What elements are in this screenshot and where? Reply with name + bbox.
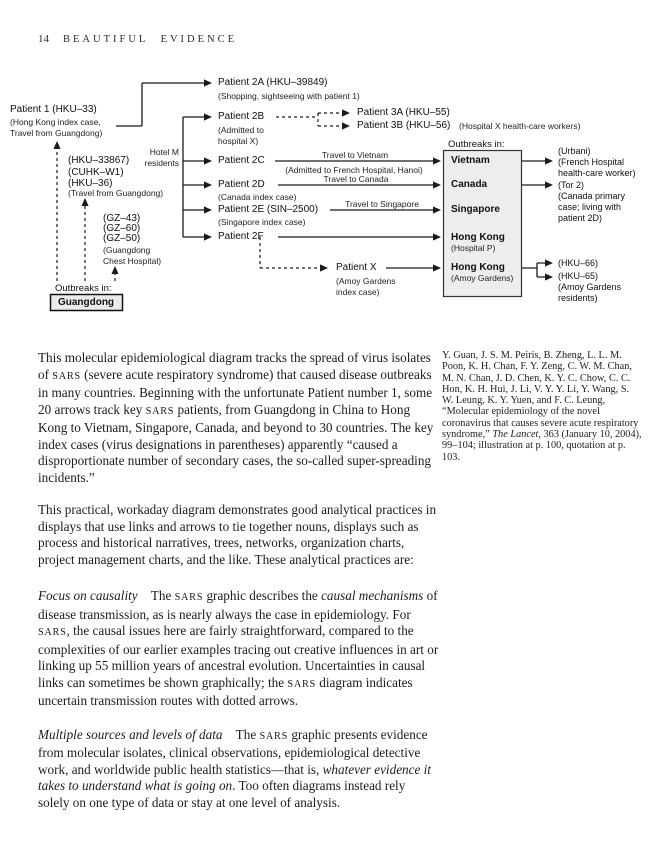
guangdong-outbreaks-header: Outbreaks in:: [55, 283, 112, 294]
isolate-gz-note1: (Guangdong: [103, 245, 151, 255]
patient1-label: Patient 1 (HKU–33): [10, 104, 97, 115]
isolate-gz-note2: Chest Hospital): [103, 256, 162, 266]
page-number: 14: [38, 33, 49, 45]
urbani-line2: (French Hospital: [558, 157, 625, 167]
outbreak-singapore: Singapore: [451, 204, 500, 215]
sars-transmission-diagram: [0, 0, 650, 330]
isolate-gz60: (GZ–60): [103, 223, 141, 234]
travel-to-singapore-label: Travel to Singapore: [345, 199, 419, 209]
margin-citation: Y. Guan, J. S. M. Peiris, B. Zheng, L. L. M. Poon, K. H. Chan, F. Y. Zeng, C. W. M. Chan, M. N. Chan, J. D. Chen, K. Y. C. Chow, C. C. Hon, K. H. Hui, J. Li, V. Y. Y. Li, Y. Wang, S. W. Leung, K. Y. Yuen, and F. C. Leung, “Molecular epidemiology of the novel coronavirus that causes severe acute respiratory syndrome,” The Lancet, 363 (January 10, 2004), 99–104; illustration at p. 100, quotation at p. 103.: [442, 350, 642, 463]
isolate-cuhkw1: (CUHK–W1): [68, 167, 124, 178]
tor2-line3: case; living with: [558, 202, 622, 212]
patientx-sub2: index case): [336, 287, 380, 297]
patient2b-sub2: hospital X): [218, 136, 259, 146]
patient3b-label: Patient 3B (HKU–56): [357, 120, 451, 131]
patient2e-sub: (Singapore index case): [218, 217, 306, 227]
patient1-sub2: Travel from Guangdong): [10, 128, 103, 138]
patient2c-sub: (Admitted to French Hospital, Hanoi): [285, 165, 423, 175]
outbreak-hongkong-amoy: Hong Kong: [451, 262, 505, 273]
paragraph-practices: This practical, workaday diagram demonstrates good analytical practices in displays that use links and arrows to tie together nouns, displays such as process and historical narratives, trees, networks, organization charts, project management charts, and the like. These analytical practices are:: [38, 502, 437, 567]
amoy-residents-line2: residents): [558, 293, 598, 303]
amoy-hku65: (HKU–65): [558, 271, 599, 281]
hotel-m-label-line2: residents: [144, 158, 179, 168]
urbani-line1: (Urbani): [558, 146, 591, 156]
patient2e-label: Patient 2E (SIN–2500): [218, 204, 319, 215]
amoy-residents-line1: (Amoy Gardens: [558, 282, 622, 292]
urbani-line3: health-care worker): [558, 168, 636, 178]
outbreak-hongkong-hospital-sub: (Hospital P): [451, 243, 496, 253]
paragraph-intro: This molecular epidemiological diagram tracks the spread of virus isolates of SARS (severe acute respiratory syndrome) that caused disease outbreaks in many countries. Beginning with the unfortunate Patient number 1, some 20 arrows track key SARS patients, from Guangdong in China to Hong Kong to Vietnam, Singapore, Canada, and beyond to 30 countries. The key index cases (virus designations in parentheses) apparently “caused a disproportionate number of secondary cases, the so-called super-spreading incidents.”: [38, 350, 434, 485]
patient2c-label: Patient 2C: [218, 155, 265, 166]
patient2a-label: Patient 2A (HKU–39849): [218, 77, 328, 88]
outbreak-hongkong-amoy-sub: (Amoy Gardens): [451, 273, 514, 283]
tor2-line4: patient 2D): [558, 213, 603, 223]
body-text-column: [38, 350, 440, 811]
patientx-sub1: (Amoy Gardens: [336, 276, 396, 286]
paragraph-multiple-sources: Multiple sources and levels of data The SARS graphic presents evidence from molecular isolates, clinical observations, epidemiological detective work, and worldwide public health statistics—that is, whatever evidence it takes to understand what is going on. Too often diagrams instead rely solely on one type of data or stay at one level of analysis.: [38, 726, 431, 810]
travel-to-canada-label: Travel to Canada: [323, 174, 389, 184]
isolate-hku36: (HKU–36): [68, 178, 113, 189]
isolate-gz43: (GZ–43): [103, 213, 141, 224]
guangdong-label: Guangdong: [57, 297, 115, 308]
patient2b-sub1: (Admitted to: [218, 125, 264, 135]
patient2d-label: Patient 2D: [218, 179, 265, 190]
tor2-line1: (Tor 2): [558, 180, 585, 190]
isolate-gz50: (GZ–50): [103, 233, 141, 244]
outbreak-vietnam: Vietnam: [451, 155, 490, 166]
amoy-hku66: (HKU–66): [558, 258, 599, 268]
patient3a-label: Patient 3A (HKU–55): [357, 107, 450, 118]
tor2-line2: (Canada primary: [558, 191, 626, 201]
book-title: BEAUTIFUL EVIDENCE: [63, 34, 238, 45]
patient1-sub1: (Hong Kong index case,: [10, 117, 101, 127]
patient2f-label: Patient 2F: [218, 231, 264, 242]
isolate-hku33867: (HKU–33867): [68, 155, 130, 166]
patient2b-label: Patient 2B: [218, 111, 265, 122]
patient2d-sub: (Canada index case): [218, 192, 297, 202]
patient3b-note: (Hospital X health-care workers): [459, 121, 581, 131]
travel-to-vietnam-label: Travel to Vietnam: [321, 150, 389, 160]
isolate-hku-note: (Travel from Guangdong): [68, 188, 164, 198]
outbreak-canada: Canada: [451, 179, 488, 190]
patient2a-sub: (Shopping, sightseeing with patient 1): [218, 91, 360, 101]
paragraph-focus-on-causality: Focus on causality The SARS graphic describes the causal mechanisms of disease transmission, as is nearly always the case in epidemiology. For SARS, the causal issues here are fairly straightforward, compared to the complexities of our earlier examples tracing out creative influences in art or linking up 55 million years of ancestral evolution. Uncertainties in causal links can sometimes be shown graphically; the SARS diagram indicates uncertain transmission routes with dotted arrows.: [38, 588, 439, 708]
patientx-label: Patient X: [336, 262, 377, 273]
hotel-m-label-line1: Hotel M: [149, 147, 179, 157]
outbreaks-header: Outbreaks in:: [448, 139, 505, 150]
outbreak-hongkong-hospital: Hong Kong: [451, 232, 505, 243]
